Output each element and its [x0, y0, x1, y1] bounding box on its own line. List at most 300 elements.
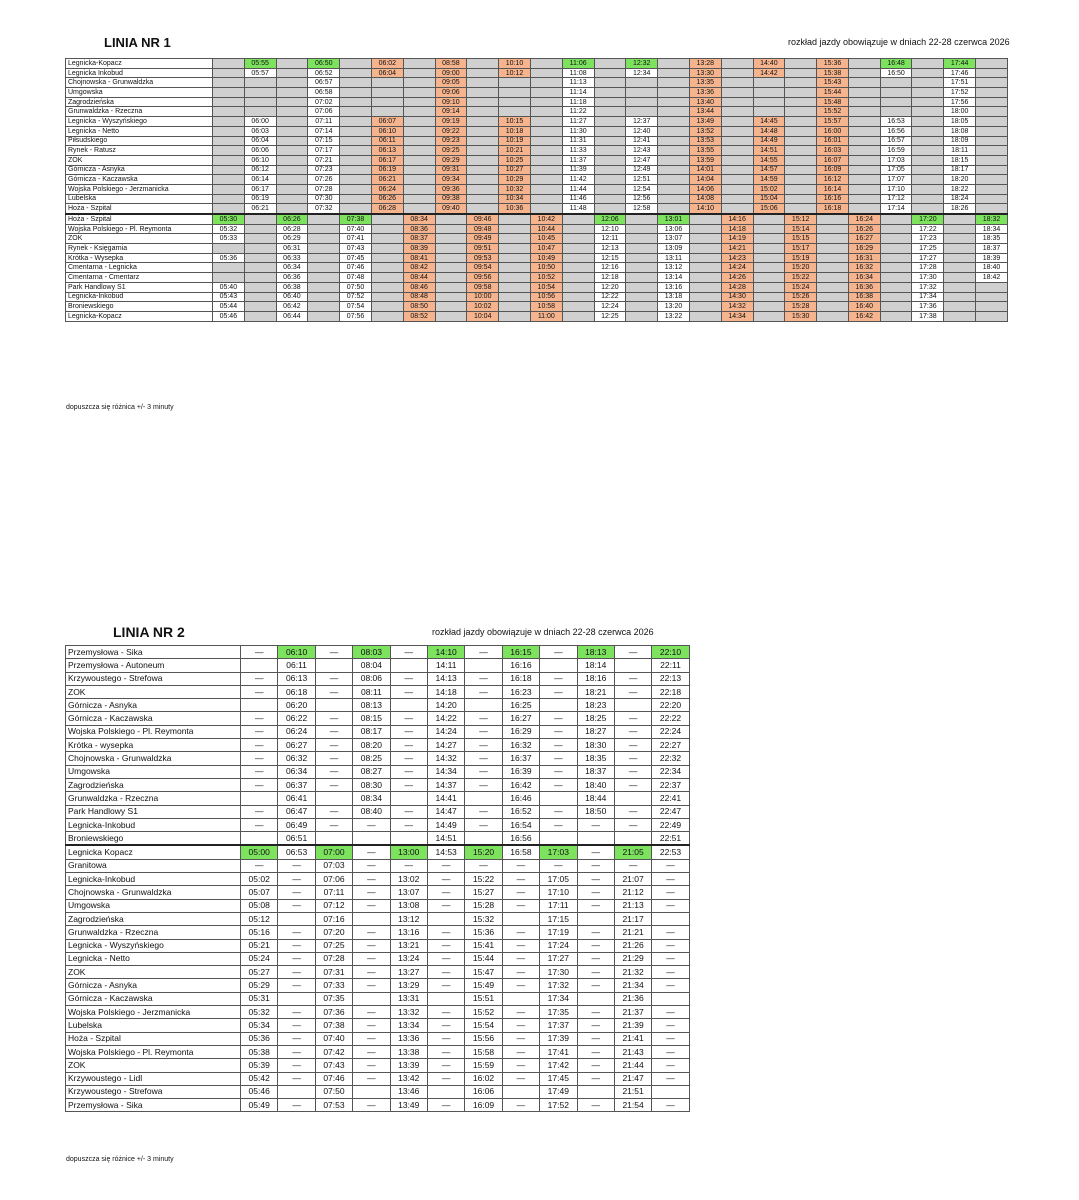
departure-time: — [577, 1006, 614, 1019]
departure-time: 08:48 [403, 292, 435, 302]
empty-cell [880, 273, 912, 283]
empty-cell [212, 136, 244, 146]
departure-time: 18:42 [976, 273, 1008, 283]
departure-time: 14:57 [753, 165, 785, 175]
empty-cell [912, 68, 944, 78]
departure-time: 13:34 [390, 1019, 427, 1032]
departure-time: 05:33 [212, 234, 244, 244]
departure-time: 17:28 [912, 263, 944, 273]
empty-cell [785, 78, 817, 88]
departure-time: 16:24 [848, 214, 880, 224]
empty-cell [658, 194, 690, 204]
departure-time: — [390, 805, 427, 818]
stop-name: Chojnowska - Grunwaldzka [66, 752, 241, 765]
departure-time: 08:52 [403, 311, 435, 321]
departure-time: 13:31 [390, 992, 427, 1005]
empty-cell [276, 97, 308, 107]
departure-time: 05:12 [241, 912, 278, 925]
empty-cell [340, 184, 372, 194]
empty-cell [530, 78, 562, 88]
departure-time: 07:11 [308, 117, 340, 127]
departure-time: 08:03 [353, 646, 390, 659]
empty-cell [594, 97, 626, 107]
departure-time: 11:48 [562, 204, 594, 214]
timetable-row [66, 926, 690, 939]
departure-time: — [278, 1032, 315, 1045]
departure-time: 10:32 [499, 184, 531, 194]
departure-time [577, 1085, 614, 1098]
departure-time: 17:46 [944, 68, 976, 78]
empty-cell [530, 117, 562, 127]
departure-time: — [577, 818, 614, 831]
departure-time: 06:27 [278, 739, 315, 752]
departure-time: 18:35 [577, 752, 614, 765]
timetable-row [66, 78, 1008, 88]
empty-cell [880, 244, 912, 254]
departure-time: — [427, 859, 464, 872]
departure-time: — [540, 685, 577, 698]
departure-time: 15:20 [785, 263, 817, 273]
empty-cell [658, 175, 690, 185]
empty-cell [721, 165, 753, 175]
empty-cell [499, 107, 531, 117]
departure-time: 06:10 [371, 126, 403, 136]
departure-time: 14:40 [753, 59, 785, 69]
departure-time: 17:38 [912, 311, 944, 321]
empty-cell [467, 175, 499, 185]
departure-time: 08:20 [353, 739, 390, 752]
timetable-row [66, 725, 690, 738]
departure-time: — [390, 818, 427, 831]
empty-cell [499, 78, 531, 88]
departure-time: 07:36 [315, 1006, 352, 1019]
departure-time: 07:40 [340, 224, 372, 234]
departure-time: — [427, 1032, 464, 1045]
departure-time: — [652, 926, 689, 939]
departure-time: — [577, 1099, 614, 1112]
empty-cell [817, 244, 849, 254]
departure-time: — [315, 725, 352, 738]
departure-time: 18:13 [577, 646, 614, 659]
departure-time: 14:18 [427, 685, 464, 698]
timetable-row [66, 1045, 690, 1058]
departure-time: 08:27 [353, 765, 390, 778]
empty-cell [689, 224, 721, 234]
departure-time: 08:15 [353, 712, 390, 725]
departure-time: 14:16 [721, 214, 753, 224]
empty-cell [340, 175, 372, 185]
empty-cell [658, 184, 690, 194]
stop-name: Krzywoustego - Lidl [66, 1072, 241, 1085]
departure-time: 15:49 [465, 979, 502, 992]
empty-cell [403, 136, 435, 146]
departure-time: 15:36 [465, 926, 502, 939]
empty-cell [721, 107, 753, 117]
departure-time: — [315, 739, 352, 752]
departure-time: 17:45 [540, 1072, 577, 1085]
empty-cell [912, 97, 944, 107]
departure-time: 06:47 [278, 805, 315, 818]
departure-time: 16:06 [465, 1085, 502, 1098]
departure-time: 06:12 [244, 165, 276, 175]
departure-time: 10:29 [499, 175, 531, 185]
empty-cell [403, 165, 435, 175]
departure-time: 13:00 [390, 845, 427, 859]
departure-time: 14:24 [721, 263, 753, 273]
empty-cell [912, 126, 944, 136]
empty-cell [244, 311, 276, 321]
empty-cell [308, 224, 340, 234]
departure-time: 13:59 [689, 155, 721, 165]
departure-time [540, 832, 577, 846]
stop-name: Umgowska [66, 899, 241, 912]
departure-time: 08:34 [403, 214, 435, 224]
departure-time: — [278, 899, 315, 912]
empty-cell [276, 184, 308, 194]
departure-time: 07:28 [308, 184, 340, 194]
stop-name: Górnicza - Asnyka [66, 979, 241, 992]
departure-time: 07:11 [315, 886, 352, 899]
departure-time: — [540, 739, 577, 752]
departure-time: 10:04 [467, 311, 499, 321]
departure-time: 17:20 [912, 214, 944, 224]
departure-time: 05:02 [241, 873, 278, 886]
empty-cell [944, 244, 976, 254]
empty-cell [308, 273, 340, 283]
departure-time: 05:34 [241, 1019, 278, 1032]
departure-time: 10:49 [530, 253, 562, 263]
departure-time: 09:48 [467, 224, 499, 234]
empty-cell [689, 214, 721, 224]
empty-cell [435, 282, 467, 292]
empty-cell [499, 292, 531, 302]
empty-cell [403, 204, 435, 214]
departure-time [502, 912, 539, 925]
departure-time: 09:53 [467, 253, 499, 263]
empty-cell [244, 88, 276, 98]
empty-cell [912, 88, 944, 98]
departure-time: 08:58 [435, 59, 467, 69]
departure-time: 14:32 [427, 752, 464, 765]
departure-time: 07:33 [315, 979, 352, 992]
empty-cell [912, 146, 944, 156]
empty-cell [785, 165, 817, 175]
departure-time: — [315, 805, 352, 818]
empty-cell [276, 194, 308, 204]
empty-cell [848, 165, 880, 175]
empty-cell [371, 302, 403, 312]
empty-cell [753, 302, 785, 312]
empty-cell [976, 136, 1008, 146]
timetable-row [66, 1099, 690, 1112]
empty-cell [308, 253, 340, 263]
departure-time: 08:30 [353, 778, 390, 791]
departure-time: — [614, 765, 651, 778]
departure-time: 16:16 [817, 194, 849, 204]
departure-time: — [427, 1099, 464, 1112]
empty-cell [371, 273, 403, 283]
departure-time: 07:06 [315, 873, 352, 886]
departure-time: 13:11 [658, 253, 690, 263]
departure-time: 06:40 [276, 292, 308, 302]
timetable-row [66, 88, 1008, 98]
departure-time: — [278, 926, 315, 939]
departure-time: — [652, 899, 689, 912]
departure-time: 16:50 [880, 68, 912, 78]
departure-time: — [577, 1032, 614, 1045]
empty-cell [530, 107, 562, 117]
departure-time: — [652, 952, 689, 965]
departure-time: — [241, 778, 278, 791]
empty-cell [467, 146, 499, 156]
departure-time: — [427, 966, 464, 979]
departure-time: 13:22 [658, 311, 690, 321]
empty-cell [848, 88, 880, 98]
empty-cell [626, 234, 658, 244]
departure-time: 14:32 [721, 302, 753, 312]
departure-time: 22:20 [652, 699, 689, 712]
stop-name: Legnicka - Netto [66, 952, 241, 965]
empty-cell [276, 117, 308, 127]
timetable-row [66, 59, 1008, 69]
departure-time: 09:51 [467, 244, 499, 254]
departure-time: 06:17 [371, 155, 403, 165]
departure-time: 10:36 [499, 204, 531, 214]
empty-cell [562, 263, 594, 273]
empty-cell [499, 88, 531, 98]
departure-time: 06:13 [371, 146, 403, 156]
departure-time: — [577, 1019, 614, 1032]
departure-time [652, 992, 689, 1005]
empty-cell [340, 68, 372, 78]
empty-cell [626, 224, 658, 234]
departure-time: — [540, 818, 577, 831]
empty-cell [308, 263, 340, 273]
empty-cell [499, 234, 531, 244]
empty-cell [562, 282, 594, 292]
empty-cell [785, 136, 817, 146]
empty-cell [467, 117, 499, 127]
empty-cell [340, 107, 372, 117]
departure-time: — [465, 859, 502, 872]
departure-time: 08:36 [403, 224, 435, 234]
departure-time: 13:27 [390, 966, 427, 979]
empty-cell [658, 165, 690, 175]
empty-cell [212, 59, 244, 69]
empty-cell [562, 302, 594, 312]
timetable-row [66, 646, 690, 659]
timetable-row [66, 832, 690, 846]
departure-time: 07:48 [340, 273, 372, 283]
departure-time [278, 912, 315, 925]
empty-cell [562, 244, 594, 254]
departure-time: 10:27 [499, 165, 531, 175]
departure-time: 05:07 [241, 886, 278, 899]
departure-time: — [652, 1006, 689, 1019]
departure-time [502, 1085, 539, 1098]
stop-name: Chojnowska - Grunwaldzka [66, 78, 213, 88]
empty-cell [212, 204, 244, 214]
departure-time: — [353, 1006, 390, 1019]
departure-time: 17:22 [912, 224, 944, 234]
timetable-row [66, 1032, 690, 1045]
departure-time: 14:04 [689, 175, 721, 185]
empty-cell [785, 107, 817, 117]
empty-cell [817, 273, 849, 283]
timetable-row [66, 146, 1008, 156]
empty-cell [530, 184, 562, 194]
empty-cell [880, 253, 912, 263]
departure-time [465, 792, 502, 805]
empty-cell [403, 88, 435, 98]
empty-cell [435, 263, 467, 273]
departure-time: — [465, 778, 502, 791]
departure-time: 16:01 [817, 136, 849, 146]
departure-time: 16:18 [502, 672, 539, 685]
departure-time: 18:25 [577, 712, 614, 725]
empty-cell [435, 302, 467, 312]
departure-time: — [502, 966, 539, 979]
departure-time: 16:53 [880, 117, 912, 127]
departure-time: — [353, 926, 390, 939]
departure-time: 21:17 [614, 912, 651, 925]
departure-time: 18:44 [577, 792, 614, 805]
empty-cell [721, 78, 753, 88]
departure-time: — [652, 873, 689, 886]
empty-cell [276, 78, 308, 88]
empty-cell [721, 175, 753, 185]
departure-time: — [614, 778, 651, 791]
empty-cell [785, 204, 817, 214]
empty-cell [944, 302, 976, 312]
empty-cell [467, 78, 499, 88]
empty-cell [499, 282, 531, 292]
departure-time: 06:18 [278, 685, 315, 698]
empty-cell [371, 263, 403, 273]
departure-time: 13:08 [390, 899, 427, 912]
departure-time: — [502, 1072, 539, 1085]
empty-cell [880, 311, 912, 321]
departure-time: 12:58 [626, 204, 658, 214]
empty-cell [244, 97, 276, 107]
empty-cell [817, 292, 849, 302]
departure-time: — [577, 1059, 614, 1072]
empty-cell [212, 117, 244, 127]
empty-cell [530, 175, 562, 185]
departure-time: 08:46 [403, 282, 435, 292]
timetable-row [66, 699, 690, 712]
departure-time: 15:26 [785, 292, 817, 302]
departure-time: 11:00 [530, 311, 562, 321]
departure-time: 14:48 [753, 126, 785, 136]
departure-time: 21:41 [614, 1032, 651, 1045]
departure-time: 17:11 [540, 899, 577, 912]
departure-time: 14:20 [427, 699, 464, 712]
departure-time: 15:43 [817, 78, 849, 88]
departure-time: — [577, 926, 614, 939]
departure-time: 15:51 [465, 992, 502, 1005]
departure-time: 13:14 [658, 273, 690, 283]
departure-time: 12:32 [626, 59, 658, 69]
departure-time: 05:00 [241, 845, 278, 859]
departure-time: 13:38 [390, 1045, 427, 1058]
stop-name: Hoża - Szpital [66, 1032, 241, 1045]
departure-time: — [465, 685, 502, 698]
stop-name: Wojska Polskiego - Pl. Reymonta [66, 224, 213, 234]
departure-time: 06:10 [244, 155, 276, 165]
departure-time: 14:28 [721, 282, 753, 292]
departure-time: 22:18 [652, 685, 689, 698]
empty-cell [848, 68, 880, 78]
departure-time: 18:32 [976, 214, 1008, 224]
departure-time: 17:32 [912, 282, 944, 292]
departure-time: 07:40 [315, 1032, 352, 1045]
departure-time: 07:30 [308, 194, 340, 204]
departure-time: 18:14 [577, 659, 614, 672]
stop-name: Przemysłowa - Autoneum [66, 659, 241, 672]
departure-time: 18:05 [944, 117, 976, 127]
departure-time [390, 832, 427, 846]
empty-cell [212, 107, 244, 117]
departure-time: 15:56 [465, 1032, 502, 1045]
departure-time: 14:49 [427, 818, 464, 831]
empty-cell [308, 302, 340, 312]
departure-time [315, 832, 352, 846]
departure-time: — [540, 725, 577, 738]
departure-time: — [652, 979, 689, 992]
departure-time: 16:07 [817, 155, 849, 165]
departure-time: 21:26 [614, 939, 651, 952]
empty-cell [976, 88, 1008, 98]
departure-time: 17:23 [912, 234, 944, 244]
departure-time: 06:31 [276, 244, 308, 254]
departure-time: — [315, 712, 352, 725]
departure-time: 06:19 [244, 194, 276, 204]
departure-time: 16:34 [848, 273, 880, 283]
departure-time: 10:18 [499, 126, 531, 136]
departure-time: 05:43 [212, 292, 244, 302]
empty-cell [753, 88, 785, 98]
departure-time: 14:27 [427, 739, 464, 752]
departure-time: 10:50 [530, 263, 562, 273]
departure-time: 09:56 [467, 273, 499, 283]
departure-time: 14:08 [689, 194, 721, 204]
stop-name: Lubelska [66, 194, 213, 204]
line1-validity: rozkład jazdy obowiązuje w dniach 22-28 czerwca 2026 [788, 37, 1010, 47]
departure-time: — [502, 859, 539, 872]
empty-cell [212, 244, 244, 254]
departure-time: 08:04 [353, 659, 390, 672]
departure-time: — [427, 1072, 464, 1085]
departure-time: — [502, 1006, 539, 1019]
stop-name: Wojska Polskiego - Pl. Reymonta [66, 1045, 241, 1058]
departure-time: 07:03 [315, 859, 352, 872]
departure-time: 16:09 [465, 1099, 502, 1112]
departure-time [465, 699, 502, 712]
departure-time: — [577, 845, 614, 859]
departure-time: 05:16 [241, 926, 278, 939]
departure-time: 07:42 [315, 1045, 352, 1058]
departure-time: — [502, 1099, 539, 1112]
departure-time: 07:26 [308, 175, 340, 185]
departure-time: 16:58 [502, 845, 539, 859]
empty-cell [340, 59, 372, 69]
departure-time: 09:49 [467, 234, 499, 244]
departure-time: 09:10 [435, 97, 467, 107]
stop-name: Grunwaldzka - Rzeczna [66, 792, 241, 805]
departure-time: — [390, 752, 427, 765]
empty-cell [530, 97, 562, 107]
